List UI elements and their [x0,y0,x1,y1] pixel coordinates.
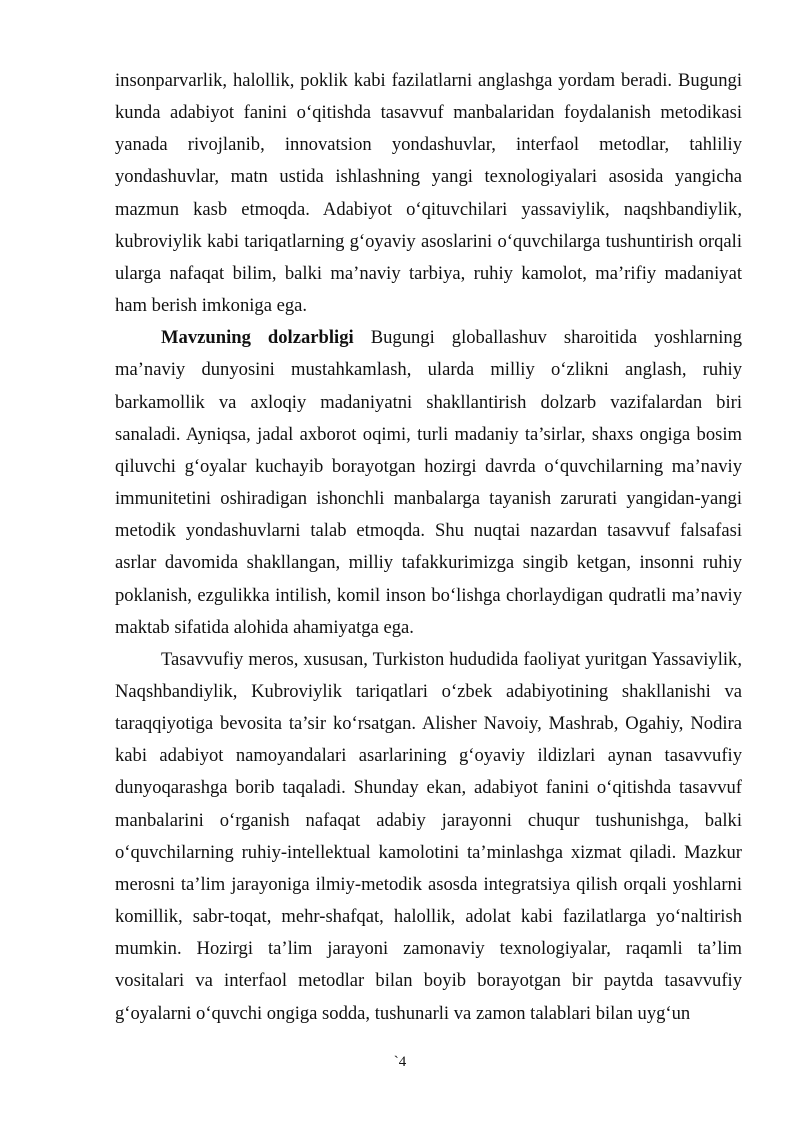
body-text [115,65,742,1030]
paragraph-3: Tasavvufiy meros, xususan, Turkiston hududida faoliyat yuritgan Yassaviylik, Naqshbandiylik, Kubroviylik tariqatlari o‘zbek adabiyotining shakllanishi va taraqqiyotiga bevosita ta’sir ko‘rsatgan. Alisher Navoiy, Mashrab, Ogahiy, Nodira kabi adabiyot namoyandalari asarlarining g‘oyaviy ildizlari aynan tasavvufiy dunyoqarashga borib taqaladi. Shunday ekan, adabiyot fanini o‘qitishda tasavvuf manbalarini o‘rganish nafaqat adabiy jarayonni chuqur tushunishga, balki o‘quvchilarning ruhiy-intellektual kamolotini ta’minlashga xizmat qiladi. Mazkur merosni ta’lim jarayoniga ilmiy-metodik asosda integratsiya qilish orqali yoshlarni komillik, sabr-toqat, mehr-shafqat, halollik, adolat kabi fazilatlarga yo‘naltirish mumkin. Hozirgi ta’lim jarayoni zamonaviy texnologiyalar, raqamli ta’lim vositalari va interfaol metodlar bilan boyib borayotgan bir paytda tasavvufiy g‘oyalarni o‘quvchi ongiga sodda, tushunarli va zamon talablari bilan uyg‘un [115,648,742,1024]
paragraph-2 [115,322,742,644]
page-number: `4 [393,1054,407,1070]
paragraph-2-text: Bugungi globallashuv sharoitida yoshlarning ma’naviy dunyosini mustahkamlash, ularda milliy o‘zlikni anglash, ruhiy barkamollik va axloqiy madaniyatni shakllantirish dolzarb vazifalardan biri sanaladi. Ayniqsa, jadal axborot oqimi, turli madaniy ta’sirlar, shaxs ongiga bosim qiluvchi g‘oyalar kuchayib borayotgan hozirgi davrda o‘quvchilarning ma’naviy immunitetini oshiradigan ishonchli manbalarga tayanish zarurati yangidan-yangi metodik yondashuvlarni talab etmoqda. Shu nuqtai nazardan tasavvuf falsafasi asrlar davomida shakllangan, milliy tafakkurimizga singib ketgan, insonni ruhiy poklanish, ezgulikka intilish, komil inson bo‘lishga chorlaydigan qudratli ma’naviy maktab sifatida alohida ahamiyatga ega. [115,327,742,638]
paragraph-1: insonparvarlik, halollik, poklik kabi fazilatlarni anglashga yordam beradi. Bugungi kunda adabiyot fanini o‘qitishda tasavvuf manbalaridan foydalanish metodikasi yanada rivojlanib, innovatsion yondashuvlar, interfaol metodlar, tahliliy yondashuvlar, matn ustida ishlashning yangi texnologiyalari asosida yangicha mazmun kasb etmoqda. Adabiyot o‘qituvchilari yassaviylik, naqshbandiylik, kubroviylik kabi tariqatlarning g‘oyaviy asoslarini o‘quvchilarga tushuntirish orqali ularga nafaqat bilim, balki ma’naviy tarbiya, ruhiy kamolot, ma’rifiy madaniyat ham berish imkoniga ega. [115,70,742,317]
section-heading-inline: Mavzuning dolzarbligi [161,327,354,349]
